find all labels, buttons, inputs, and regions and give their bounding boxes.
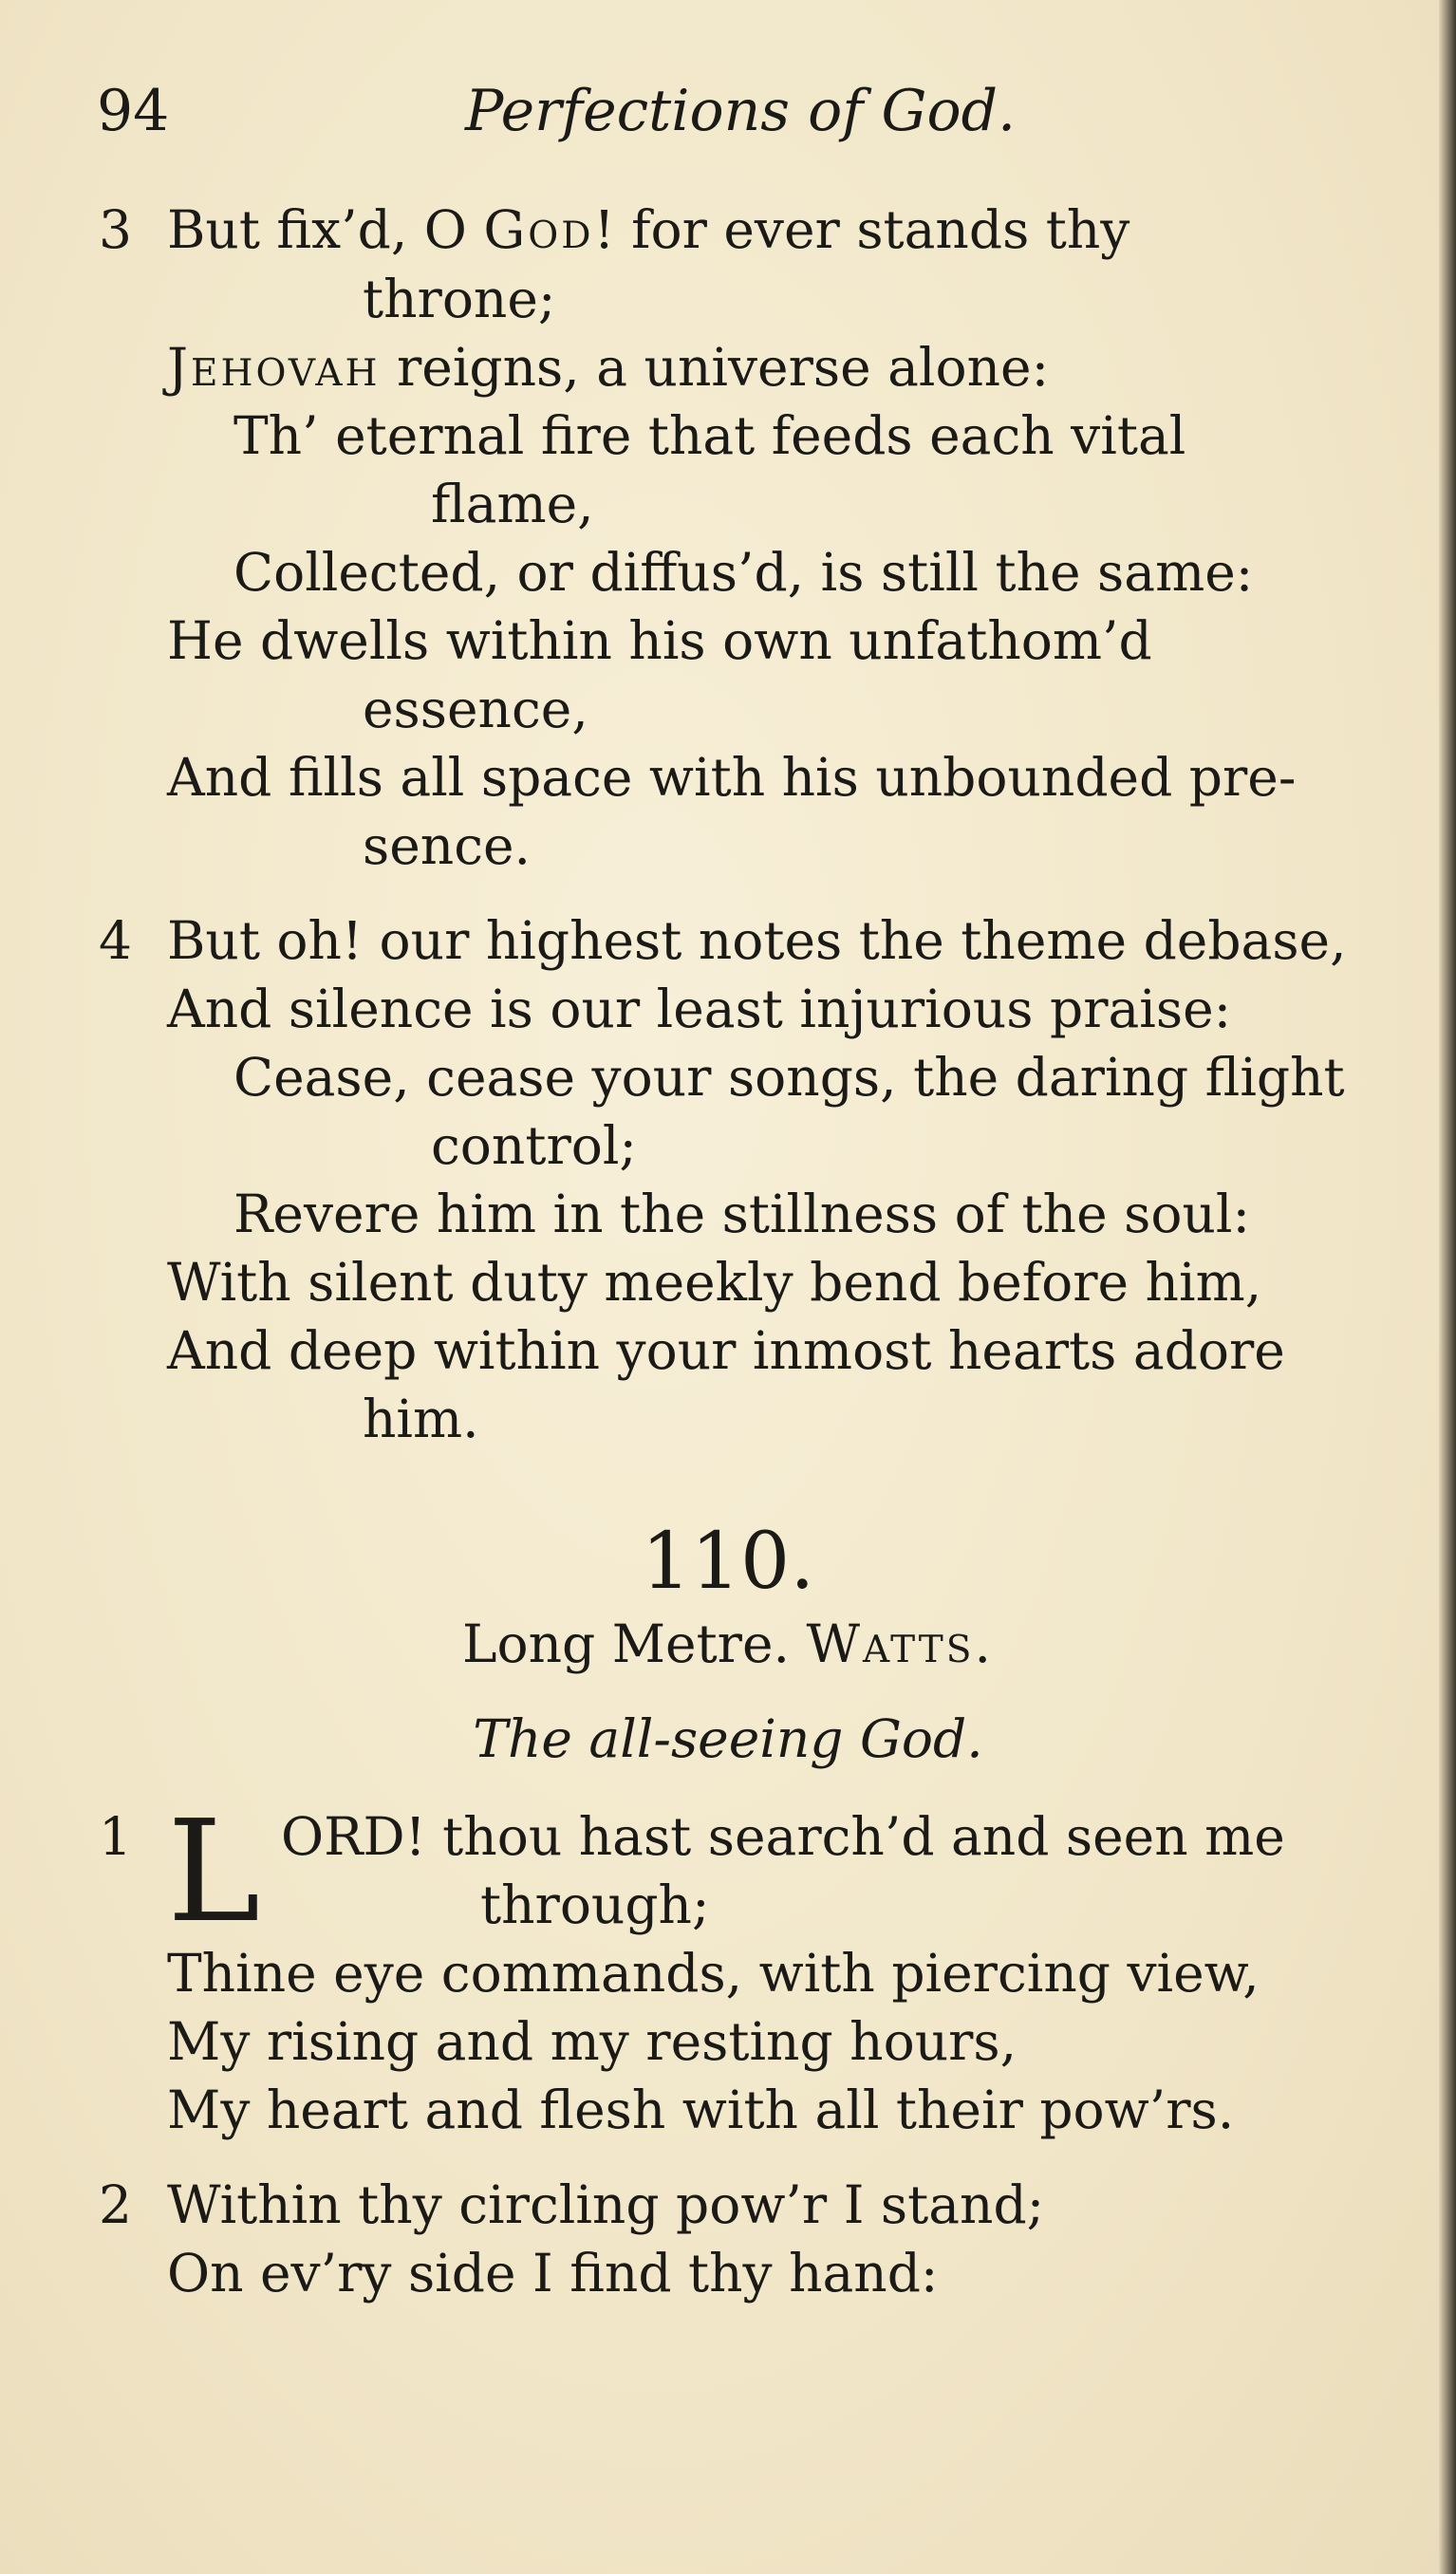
divine-name: God (483, 199, 594, 260)
hymn-title: The all-seeing God. (473, 1708, 983, 1769)
verse-line: And deep within your inmost hearts adore (167, 1320, 1285, 1381)
page-header (97, 78, 1331, 154)
verse-line: Cease, cease your songs, the daring flight (233, 1047, 1345, 1108)
verse-line: essence, (363, 679, 588, 739)
running-head: Perfections of God. (465, 78, 1017, 144)
page-edge-shadow (1439, 0, 1456, 2574)
drop-cap: L (167, 1790, 261, 1953)
verse-line: My rising and my resting hours, (167, 2011, 1017, 2072)
verse-line: Revere him in the stillness of the soul: (233, 1184, 1250, 1244)
verse-line: throne; (363, 269, 556, 329)
verse-line: But oh! our highest notes the theme debase, (167, 910, 1347, 971)
verse-line: ORD! thou hast search’d and seen me (281, 1806, 1285, 1867)
verse-line: flame, (431, 474, 594, 534)
verse-line: Th’ eternal fire that feeds each vital (233, 405, 1186, 466)
hymn-author: Watts. (806, 1613, 995, 1674)
verse-number: 1 (99, 1806, 132, 1867)
verse-line: On ev’ry side I find thy hand: (167, 2243, 939, 2304)
verse-line: And fills all space with his unbounded pre- (167, 747, 1297, 808)
verse-line: Collected, or diffus’d, is still the same: (233, 542, 1254, 603)
verse-number: 3 (99, 199, 132, 260)
hymn-number: 110. (641, 1517, 815, 1607)
verse-number: 4 (99, 910, 132, 971)
verse-line: With silent duty meekly bend before him, (167, 1252, 1262, 1313)
verse-line: sence. (363, 815, 532, 876)
verse-line: control; (431, 1115, 637, 1176)
verse-line: He dwells within his own unfathom’d (167, 610, 1152, 671)
page-number: 94 (97, 78, 170, 144)
verse-number: 2 (99, 2174, 132, 2235)
divine-name: Jehovah (167, 337, 381, 398)
verse-line: Jehovah reigns, a universe alone: (167, 337, 1050, 398)
verse-line: through; (480, 1875, 710, 1935)
verse-line: And silence is our least injurious praise: (167, 979, 1232, 1039)
verse-line: him. (363, 1389, 479, 1449)
verse-line: My heart and flesh with all their pow’rs. (167, 2080, 1235, 2140)
hymn-meter: Long Metre. Watts. (461, 1613, 995, 1674)
verse-line: But fix’d, O God! for ever stands thy (167, 199, 1130, 260)
verse-line: Within thy circling pow’r I stand; (167, 2174, 1045, 2235)
verse-line: Thine eye commands, with piercing view, (167, 1943, 1260, 2004)
